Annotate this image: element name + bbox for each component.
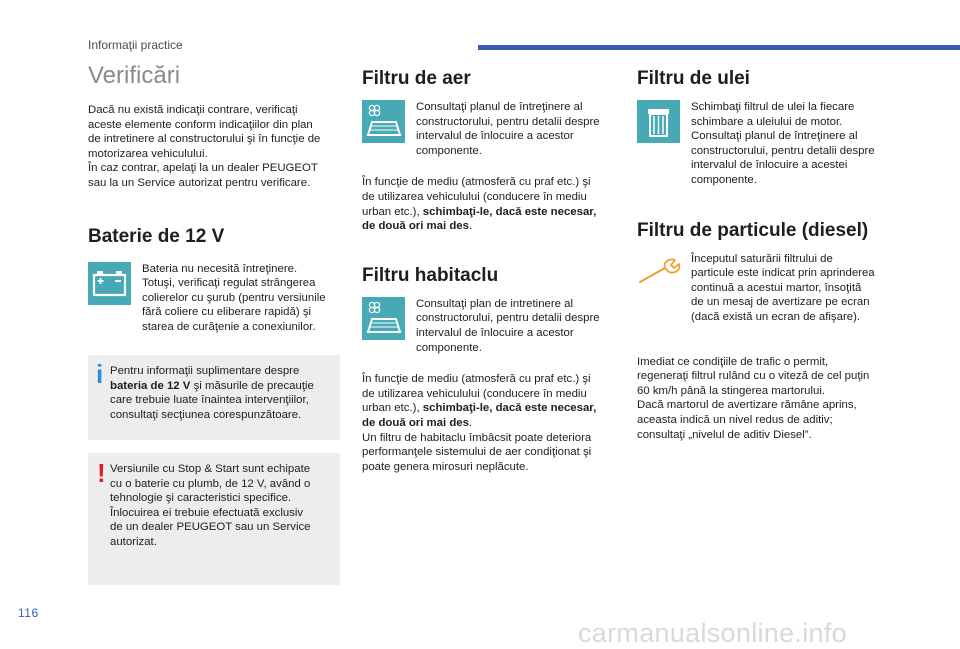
- intro-line: motorizarea vehiculului.: [88, 147, 208, 160]
- warning-box: [88, 453, 340, 585]
- info-line: [110, 379, 338, 394]
- particle-filter-heading: Filtru de particule (diesel): [637, 219, 869, 241]
- air-para-line: [362, 219, 614, 234]
- cabin-para-bold: de două ori mai des: [362, 416, 469, 429]
- cabin-filter-text-line: intervalul de înlocuire a acestor: [416, 326, 574, 339]
- info-bold: bateria de 12 V: [110, 379, 191, 392]
- warning-icon: !: [97, 458, 106, 488]
- cabin-para-normal: urban etc.),: [362, 402, 423, 415]
- battery-text-line: colierelor cu şurub (pentru versiunile: [142, 291, 326, 304]
- particle-para-line: Dacă martorul de avertizare rămâne aprins,: [637, 399, 857, 412]
- warning-line: Versiunile cu Stop & Start sunt echipate: [110, 463, 311, 475]
- oil-filter-text-line: componente.: [691, 173, 757, 186]
- oil-filter-text-line: schimbare a uleiului de motor.: [691, 115, 843, 128]
- battery-heading: Baterie de 12 V: [88, 225, 225, 247]
- intro-line: În caz contrar, apelaţi la un dealer PEUGEOT: [88, 162, 318, 175]
- battery-text-line: fără coliere cu eliberare rapidă) şi: [142, 306, 312, 319]
- particle-filter-paragraph: [637, 355, 889, 443]
- cabin-para-line: de utilizarea vehiculului (conducere în mediu: [362, 387, 587, 400]
- air-filter-icon: [362, 100, 405, 143]
- battery-section: [88, 262, 340, 335]
- cabin-para-bold: schimbaţi-le, dacă este necesar,: [422, 402, 597, 415]
- warning-line: autorizat.: [110, 535, 157, 548]
- intro-line: aceste elemente conform indicaţiilor din plan: [88, 118, 313, 131]
- info-box: [88, 355, 340, 440]
- air-filter-paragraph: [362, 175, 614, 233]
- particle-para-line: aceasta indică un nivel redus de aditiv;: [637, 413, 833, 426]
- info-line: consultaţi secţiunea corespunzătoare.: [110, 408, 302, 421]
- air-filter-heading: Filtru de aer: [362, 68, 471, 89]
- cabin-filter-heading: Filtru habitaclu: [362, 264, 499, 286]
- warning-line: cu o baterie cu plumb, de 12 V, având o: [110, 477, 311, 490]
- oil-filter-heading: Filtru de ulei: [637, 68, 750, 89]
- battery-icon: [88, 262, 131, 305]
- warning-line: de un dealer PEUGEOT sau un Service: [110, 521, 311, 534]
- cabin-filter-text-line: Consultaţi plan de intretinere al: [416, 297, 574, 310]
- column-filters: [362, 68, 614, 474]
- cabin-para-line: [362, 401, 614, 416]
- air-filter-text-line: constructorului, pentru detalii despre: [416, 115, 600, 128]
- section-header: Informaţii practice: [88, 38, 183, 52]
- column-oil-particles: [637, 68, 889, 442]
- air-para-bold: de două ori mai des: [362, 220, 469, 233]
- air-para-line: de utilizarea vehiculului (conducere în mediu: [362, 190, 587, 203]
- intro-line: Dacă nu există indicaţii contrare, verificaţi: [88, 104, 298, 116]
- cabin-filter-text-line: componente.: [416, 341, 482, 354]
- column-checks: [88, 62, 340, 335]
- particle-para-line: Imediat ce condiţiile de trafic o permit,: [637, 355, 829, 368]
- oil-filter-text-line: intervalul de înlocuire a acestei: [691, 159, 848, 172]
- particle-para-line: 60 km/h până la stingerea martorului.: [637, 384, 826, 397]
- cabin-para-line: poate genera mirosuri neplăcute.: [362, 460, 529, 473]
- info-line: Pentru informaţii suplimentare despre: [110, 365, 300, 377]
- cabin-filter-icon: [362, 297, 405, 340]
- cabin-para-line: Un filtru de habitaclu îmbâcsit poate deteriora: [362, 431, 592, 444]
- particle-filter-warning-icon: [637, 256, 683, 286]
- checks-intro: [88, 103, 340, 191]
- page-number: 116: [18, 606, 39, 620]
- particle-para-line: regeneraţi filtrul rulând cu o viteză de cel puţin: [637, 370, 870, 383]
- air-para-bold: schimbaţi-le, dacă este necesar,: [422, 205, 597, 218]
- battery-text-line: Bateria nu necesită întreţinere.: [142, 262, 298, 275]
- air-filter-section: [362, 100, 614, 158]
- air-filter-text-line: Consultaţi planul de întreţinere al: [416, 101, 583, 113]
- particle-text-line: continuă a acestui martor, însoţită: [691, 281, 862, 294]
- cabin-filter-section: [362, 297, 614, 355]
- air-filter-text-line: intervalul de înlocuire a acestor: [416, 130, 574, 143]
- particle-text-line: particule este indicat prin aprinderea: [691, 267, 875, 280]
- header-accent-bar: [478, 45, 960, 50]
- oil-filter-text-line: Consultaţi planul de întreţinere al: [691, 130, 858, 143]
- cabin-para-line: [362, 416, 614, 431]
- battery-text-line: Totuşi, verificaţi regulat strângerea: [142, 277, 316, 290]
- particle-filter-section: [637, 252, 889, 325]
- oil-filter-text-line: constructorului, pentru detalii despre: [691, 144, 875, 157]
- intro-line: sau la un Service autorizat pentru verificare.: [88, 176, 311, 189]
- air-para-line: [362, 205, 614, 220]
- particle-text-line: (dacă există un ecran de afişare).: [691, 310, 861, 323]
- particle-text-line: Începutul saturării filtrului de: [691, 252, 833, 265]
- particle-text-line: de un mesaj de avertizare pe ecran: [691, 296, 870, 309]
- intro-line: de intretinere al constructorului şi în funcţie de: [88, 133, 321, 146]
- cabin-para-line: performanţele sistemului de aer condiţionat şi: [362, 446, 592, 459]
- warning-line: tehnologie şi caracteristici specifice.: [110, 492, 292, 505]
- battery-text-line: starea de curăţenie a conexiunilor.: [142, 320, 316, 333]
- warning-line: Înlocuirea ei trebuie efectuată exclusiv: [110, 506, 304, 519]
- cabin-filter-text-line: constructorului, pentru detalii despre: [416, 312, 600, 325]
- oil-filter-icon: [637, 100, 680, 143]
- air-para-end: .: [468, 220, 473, 233]
- cabin-para-line: În funcţie de mediu (atmosferă cu praf etc.) şi: [362, 373, 591, 386]
- cabin-para-end: .: [468, 416, 473, 429]
- info-rest: şi măsurile de precauţie: [190, 379, 314, 392]
- page-title: Verificări: [88, 62, 181, 89]
- particle-para-line: consultaţi „nivelul de aditiv Diesel”.: [637, 428, 812, 441]
- oil-filter-section: [637, 100, 889, 188]
- air-filter-text-line: componente.: [416, 144, 482, 157]
- cabin-filter-paragraph: [362, 372, 614, 474]
- info-icon: i: [96, 359, 104, 389]
- air-para-normal: urban etc.),: [362, 205, 423, 218]
- air-para-line: În funcţie de mediu (atmosferă cu praf etc.) şi: [362, 176, 591, 189]
- watermark: carmanualsonline.info: [578, 618, 847, 648]
- oil-filter-text-line: Schimbaţi filtrul de ulei la fiecare: [691, 101, 855, 113]
- info-line: care trebuie luate înaintea intervenţiilor,: [110, 394, 309, 407]
